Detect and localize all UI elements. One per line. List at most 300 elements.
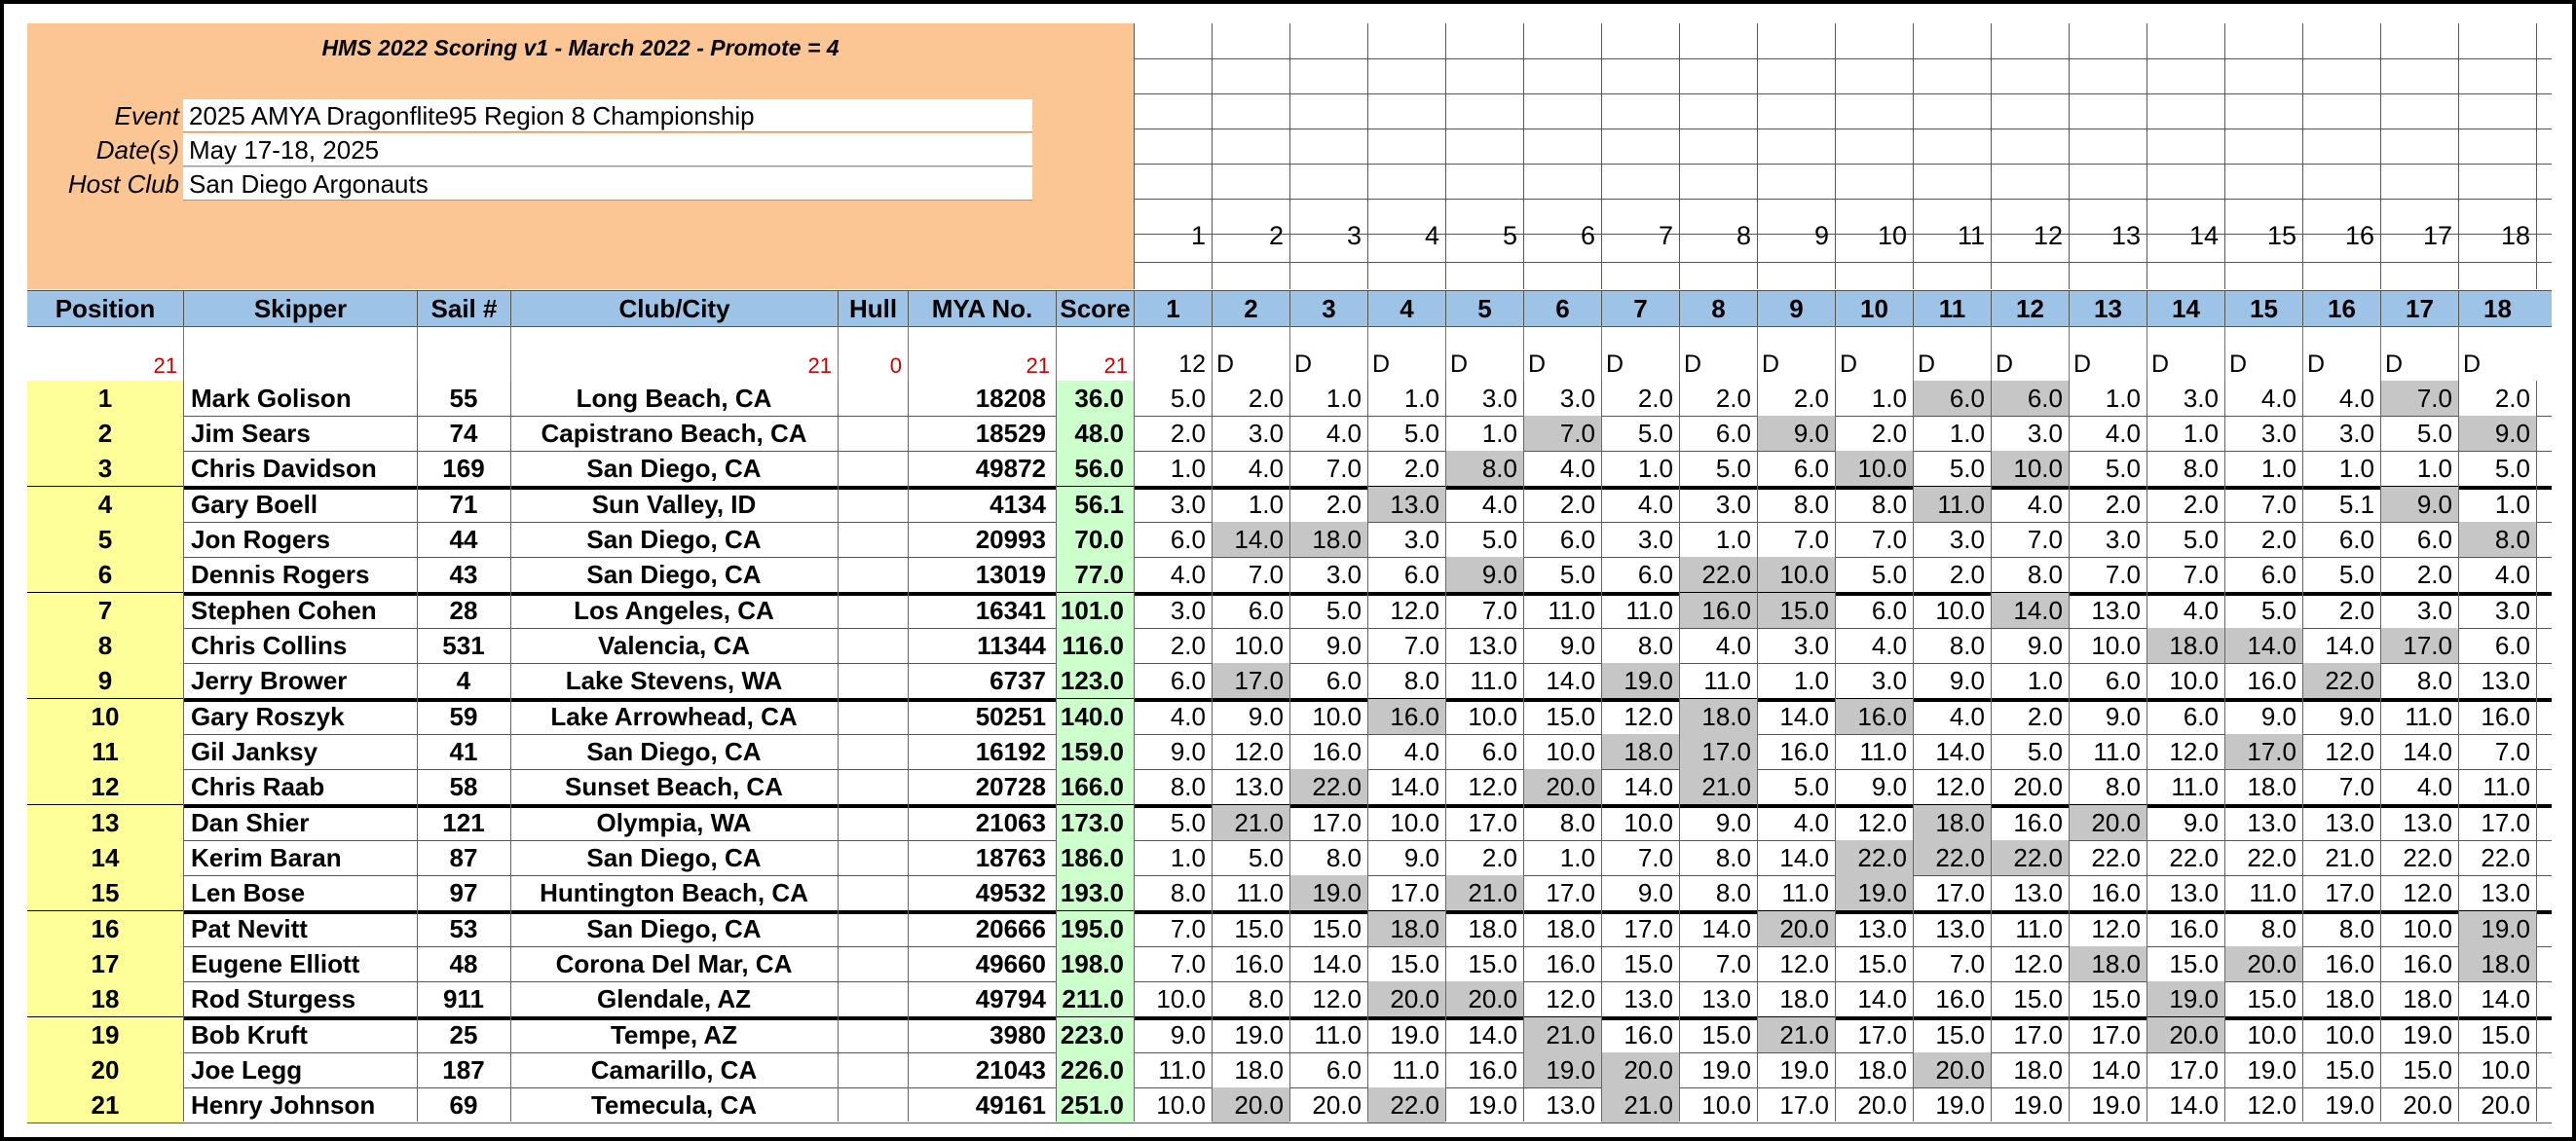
position-cell[interactable]: 16 [27, 911, 183, 946]
race-13-result-cell[interactable]: 19.0 [2091, 1090, 2141, 1120]
race-1-result-cell[interactable]: 10.0 [1156, 984, 1206, 1013]
race-2-result-cell[interactable]: 8.0 [1248, 984, 1284, 1013]
race-2-result-cell[interactable]: 18.0 [1234, 1055, 1284, 1085]
race-17-result-cell[interactable]: 13.0 [2403, 808, 2452, 837]
score-cell[interactable]: 36.0 [1056, 381, 1134, 416]
mya-cell[interactable]: 4134 [989, 490, 1046, 519]
club-cell[interactable]: San Diego, CA [586, 525, 762, 554]
mya-cell[interactable]: 49872 [975, 454, 1046, 483]
position-cell[interactable]: 20 [27, 1052, 183, 1087]
race-5-result-cell[interactable]: 18.0 [1468, 914, 1517, 943]
race-10-result-cell[interactable]: 22.0 [1835, 840, 1913, 875]
race-6-result-cell[interactable]: 17.0 [1546, 878, 1595, 907]
race-6-result-cell[interactable]: 12.0 [1546, 984, 1595, 1013]
score-cell[interactable]: 56.0 [1056, 451, 1134, 486]
race-1-result-cell[interactable]: 5.0 [1170, 384, 1206, 413]
race-8-result-cell[interactable]: 22.0 [1679, 557, 1757, 592]
race-16-result-cell[interactable]: 16.0 [2325, 949, 2374, 978]
race-4-result-cell[interactable]: 15.0 [1390, 949, 1439, 978]
race-6-result-cell[interactable]: 20.0 [1523, 769, 1601, 804]
position-cell[interactable]: 5 [27, 522, 183, 557]
race-2-result-cell[interactable]: 7.0 [1248, 560, 1284, 589]
race-16-result-cell[interactable]: 7.0 [2338, 772, 2374, 801]
skipper-cell[interactable]: Jim Sears [191, 419, 311, 448]
host-club-field[interactable]: San Diego Argonauts [183, 167, 1032, 201]
race-5-result-cell[interactable]: 8.0 [1445, 451, 1523, 486]
race-6-result-cell[interactable]: 13.0 [1546, 1090, 1595, 1120]
race-15-result-cell[interactable]: 9.0 [2260, 702, 2296, 731]
race-8-result-cell[interactable]: 16.0 [1679, 593, 1757, 628]
column-header-race-12[interactable]: 12 [1991, 291, 2069, 326]
race-4-result-cell[interactable]: 2.0 [1403, 454, 1439, 483]
mya-cell[interactable]: 18763 [975, 843, 1046, 872]
race-11-result-cell[interactable]: 14.0 [1935, 737, 1985, 766]
race-17-result-cell[interactable]: 18.0 [2403, 984, 2452, 1013]
race-13-result-cell[interactable]: 17.0 [2091, 1020, 2141, 1049]
race-6-result-cell[interactable]: 10.0 [1546, 737, 1595, 766]
skipper-cell[interactable]: Stephen Cohen [191, 596, 377, 625]
race-18-result-cell[interactable]: 4.0 [2494, 560, 2530, 589]
mya-cell[interactable]: 49794 [975, 984, 1046, 1013]
race-13-result-cell[interactable]: 5.0 [2105, 454, 2141, 483]
race-18-result-cell[interactable]: 15.0 [2481, 1020, 2530, 1049]
dates-field[interactable]: May 17-18, 2025 [183, 133, 1032, 166]
club-cell[interactable]: Corona Del Mar, CA [555, 949, 793, 978]
column-header-race-2[interactable]: 2 [1212, 291, 1289, 326]
race-17-result-cell[interactable]: 12.0 [2403, 878, 2452, 907]
race-16-result-cell[interactable]: 22.0 [2302, 663, 2380, 698]
race-2-result-cell[interactable]: 9.0 [1248, 702, 1284, 731]
race-15-result-cell[interactable]: 12.0 [2247, 1090, 2296, 1120]
column-header-race-13[interactable]: 13 [2069, 291, 2147, 326]
race-7-result-cell[interactable]: 17.0 [1624, 914, 1673, 943]
race-12-result-cell[interactable]: 6.0 [1991, 381, 2069, 416]
hull-cell[interactable] [838, 487, 908, 522]
position-cell[interactable]: 19 [27, 1017, 183, 1052]
race-1-result-cell[interactable]: 8.0 [1170, 878, 1206, 907]
race-4-result-cell[interactable]: 5.0 [1403, 419, 1439, 448]
race-7-result-cell[interactable]: 10.0 [1624, 808, 1673, 837]
skipper-cell[interactable]: Eugene Elliott [191, 949, 360, 978]
hull-cell[interactable] [838, 699, 908, 734]
race-4-result-cell[interactable]: 1.0 [1403, 384, 1439, 413]
race-16-result-cell[interactable]: 5.0 [2338, 560, 2374, 589]
race-18-result-cell[interactable]: 2.0 [2494, 384, 2530, 413]
race-1-result-cell[interactable]: 3.0 [1170, 596, 1206, 625]
race-9-result-cell[interactable]: 10.0 [1757, 557, 1835, 592]
race-2-result-cell[interactable]: 13.0 [1234, 772, 1284, 801]
race-4-result-cell[interactable]: 7.0 [1403, 631, 1439, 660]
hull-cell[interactable] [838, 911, 908, 946]
skipper-cell[interactable]: Gary Boell [191, 490, 318, 519]
hull-cell[interactable] [838, 1087, 908, 1123]
mya-cell[interactable]: 50251 [975, 702, 1046, 731]
race-4-result-cell[interactable]: 8.0 [1403, 666, 1439, 695]
race-13-result-cell[interactable]: 10.0 [2091, 631, 2141, 660]
race-17-result-cell[interactable]: 7.0 [2380, 381, 2458, 416]
race-6-result-cell[interactable]: 5.0 [1559, 560, 1595, 589]
event-field[interactable]: 2025 AMYA Dragonflite95 Region 8 Championship [183, 99, 1032, 132]
race-17-result-cell[interactable]: 15.0 [2403, 1055, 2452, 1085]
club-cell[interactable]: Olympia, WA [596, 808, 752, 837]
race-18-result-cell[interactable]: 18.0 [2458, 946, 2536, 981]
club-cell[interactable]: San Diego, CA [586, 560, 762, 589]
column-header-race-1[interactable]: 1 [1134, 291, 1212, 326]
club-cell[interactable]: San Diego, CA [586, 914, 762, 943]
race-6-result-cell[interactable]: 8.0 [1559, 808, 1595, 837]
position-cell[interactable]: 14 [27, 840, 183, 875]
sail-cell[interactable]: 59 [449, 702, 478, 731]
race-9-result-cell[interactable]: 18.0 [1779, 984, 1829, 1013]
race-4-result-cell[interactable]: 14.0 [1390, 772, 1439, 801]
race-10-result-cell[interactable]: 13.0 [1857, 914, 1907, 943]
mya-cell[interactable]: 49532 [975, 878, 1046, 907]
race-9-result-cell[interactable]: 11.0 [1781, 878, 1829, 907]
hull-cell[interactable] [838, 557, 908, 592]
race-1-result-cell[interactable]: 1.0 [1170, 454, 1206, 483]
race-11-result-cell[interactable]: 17.0 [1935, 878, 1985, 907]
position-cell[interactable]: 9 [27, 663, 183, 698]
race-12-result-cell[interactable]: 16.0 [2013, 808, 2063, 837]
race-2-result-cell[interactable]: 5.0 [1248, 843, 1284, 872]
race-3-result-cell[interactable]: 8.0 [1325, 843, 1362, 872]
race-2-result-cell[interactable]: 3.0 [1248, 419, 1284, 448]
race-15-result-cell[interactable]: 5.0 [2260, 596, 2296, 625]
mya-cell[interactable]: 20666 [975, 914, 1046, 943]
race-14-result-cell[interactable]: 22.0 [2169, 843, 2219, 872]
race-2-result-cell[interactable]: 2.0 [1248, 384, 1284, 413]
race-12-result-cell[interactable]: 12.0 [2013, 949, 2063, 978]
race-12-result-cell[interactable]: 17.0 [2013, 1020, 2063, 1049]
race-8-result-cell[interactable]: 7.0 [1715, 949, 1751, 978]
race-7-result-cell[interactable]: 20.0 [1601, 1052, 1679, 1087]
race-17-result-cell[interactable]: 11.0 [2405, 702, 2452, 731]
race-3-result-cell[interactable]: 1.0 [1325, 384, 1362, 413]
race-7-result-cell[interactable]: 15.0 [1624, 949, 1673, 978]
hull-cell[interactable] [838, 1017, 908, 1052]
race-10-result-cell[interactable]: 6.0 [1871, 596, 1907, 625]
sail-cell[interactable]: 58 [449, 772, 478, 801]
column-header-race-4[interactable]: 4 [1367, 291, 1445, 326]
score-cell[interactable]: 140.0 [1056, 699, 1134, 734]
score-cell[interactable]: 116.0 [1056, 628, 1134, 663]
race-13-result-cell[interactable]: 11.0 [2093, 737, 2141, 766]
mya-cell[interactable]: 20993 [975, 525, 1046, 554]
race-9-result-cell[interactable]: 9.0 [1757, 416, 1835, 451]
race-4-result-cell[interactable]: 9.0 [1403, 843, 1439, 872]
race-15-result-cell[interactable]: 17.0 [2224, 734, 2302, 769]
column-header-club[interactable]: Club/City [510, 291, 838, 326]
race-12-result-cell[interactable]: 19.0 [2013, 1090, 2063, 1120]
race-5-result-cell[interactable]: 9.0 [1445, 557, 1523, 592]
race-7-result-cell[interactable]: 5.0 [1637, 419, 1673, 448]
race-18-result-cell[interactable]: 17.0 [2481, 808, 2530, 837]
race-6-result-cell[interactable]: 6.0 [1559, 525, 1595, 554]
column-header-race-9[interactable]: 9 [1757, 291, 1835, 326]
race-1-result-cell[interactable]: 1.0 [1170, 843, 1206, 872]
race-3-result-cell[interactable]: 9.0 [1325, 631, 1362, 660]
race-13-result-cell[interactable]: 2.0 [2105, 490, 2141, 519]
race-10-result-cell[interactable]: 12.0 [1857, 808, 1907, 837]
club-cell[interactable]: Glendale, AZ [597, 984, 751, 1013]
race-16-result-cell[interactable]: 18.0 [2325, 984, 2374, 1013]
race-15-result-cell[interactable]: 16.0 [2247, 666, 2296, 695]
race-13-result-cell[interactable]: 8.0 [2105, 772, 2141, 801]
race-12-result-cell[interactable]: 2.0 [2027, 702, 2063, 731]
skipper-cell[interactable]: Rod Sturgess [191, 984, 356, 1013]
score-cell[interactable]: 193.0 [1056, 875, 1134, 910]
score-cell[interactable]: 198.0 [1056, 946, 1134, 981]
race-17-result-cell[interactable]: 6.0 [2416, 525, 2452, 554]
race-15-result-cell[interactable]: 1.0 [2260, 454, 2296, 483]
race-18-result-cell[interactable]: 9.0 [2458, 416, 2536, 451]
club-cell[interactable]: Lake Arrowhead, CA [550, 702, 798, 731]
club-cell[interactable]: Tempe, AZ [610, 1020, 737, 1049]
race-6-result-cell[interactable]: 14.0 [1546, 666, 1595, 695]
race-3-result-cell[interactable]: 20.0 [1312, 1090, 1362, 1120]
race-8-result-cell[interactable]: 8.0 [1715, 843, 1751, 872]
club-cell[interactable]: Camarillo, CA [590, 1055, 758, 1085]
race-11-result-cell[interactable]: 19.0 [1935, 1090, 1985, 1120]
race-13-result-cell[interactable]: 9.0 [2105, 702, 2141, 731]
race-17-result-cell[interactable]: 17.0 [2380, 628, 2458, 663]
race-11-result-cell[interactable]: 16.0 [1935, 984, 1985, 1013]
race-17-result-cell[interactable]: 4.0 [2416, 772, 2452, 801]
race-9-result-cell[interactable]: 1.0 [1793, 666, 1829, 695]
column-header-race-11[interactable]: 11 [1913, 291, 1991, 326]
hull-cell[interactable] [838, 451, 908, 486]
race-4-result-cell[interactable]: 11.0 [1392, 1055, 1439, 1085]
sail-cell[interactable]: 4 [456, 666, 471, 695]
mya-cell[interactable]: 49660 [975, 949, 1046, 978]
race-8-result-cell[interactable]: 14.0 [1701, 914, 1751, 943]
race-18-result-cell[interactable]: 6.0 [2494, 631, 2530, 660]
club-cell[interactable]: San Diego, CA [586, 454, 762, 483]
race-15-result-cell[interactable]: 14.0 [2224, 628, 2302, 663]
race-15-result-cell[interactable]: 7.0 [2260, 490, 2296, 519]
race-16-result-cell[interactable]: 13.0 [2325, 808, 2374, 837]
race-9-result-cell[interactable]: 14.0 [1779, 702, 1829, 731]
sail-cell[interactable]: 48 [449, 949, 478, 978]
race-5-result-cell[interactable]: 11.0 [1470, 666, 1517, 695]
hull-cell[interactable] [838, 628, 908, 663]
race-8-result-cell[interactable]: 3.0 [1715, 490, 1751, 519]
race-11-result-cell[interactable]: 9.0 [1949, 666, 1985, 695]
sail-cell[interactable]: 44 [449, 525, 478, 554]
position-cell[interactable]: 13 [27, 805, 183, 840]
race-9-result-cell[interactable]: 8.0 [1793, 490, 1829, 519]
race-9-result-cell[interactable]: 5.0 [1793, 772, 1829, 801]
hull-cell[interactable] [838, 769, 908, 804]
race-7-result-cell[interactable]: 14.0 [1624, 772, 1673, 801]
position-cell[interactable]: 2 [27, 416, 183, 451]
race-5-result-cell[interactable]: 4.0 [1481, 490, 1517, 519]
race-8-result-cell[interactable]: 21.0 [1679, 769, 1757, 804]
column-header-race-6[interactable]: 6 [1523, 291, 1601, 326]
column-header-hull[interactable]: Hull [838, 291, 908, 326]
race-3-result-cell[interactable]: 22.0 [1289, 769, 1367, 804]
race-6-result-cell[interactable]: 21.0 [1523, 1017, 1601, 1052]
race-10-result-cell[interactable]: 1.0 [1871, 384, 1907, 413]
race-4-result-cell[interactable]: 6.0 [1403, 560, 1439, 589]
hull-cell[interactable] [838, 663, 908, 698]
race-5-result-cell[interactable]: 6.0 [1481, 737, 1517, 766]
race-1-result-cell[interactable]: 4.0 [1170, 560, 1206, 589]
hull-cell[interactable] [838, 840, 908, 875]
race-14-result-cell[interactable]: 6.0 [2183, 702, 2219, 731]
race-10-result-cell[interactable]: 11.0 [1859, 737, 1907, 766]
race-15-result-cell[interactable]: 15.0 [2247, 984, 2296, 1013]
race-11-result-cell[interactable]: 12.0 [1935, 772, 1985, 801]
race-3-result-cell[interactable]: 6.0 [1325, 1055, 1362, 1085]
skipper-cell[interactable]: Dan Shier [191, 808, 310, 837]
sail-cell[interactable]: 531 [442, 631, 485, 660]
race-5-result-cell[interactable]: 21.0 [1445, 875, 1523, 910]
mya-cell[interactable]: 13019 [975, 560, 1046, 589]
race-8-result-cell[interactable]: 10.0 [1701, 1090, 1751, 1120]
score-cell[interactable]: 70.0 [1056, 522, 1134, 557]
race-4-result-cell[interactable]: 16.0 [1367, 699, 1445, 734]
race-18-result-cell[interactable]: 5.0 [2494, 454, 2530, 483]
club-cell[interactable]: Sun Valley, ID [591, 490, 757, 519]
mya-cell[interactable]: 11344 [977, 631, 1046, 660]
race-13-result-cell[interactable]: 15.0 [2091, 984, 2141, 1013]
race-7-result-cell[interactable]: 4.0 [1637, 490, 1673, 519]
race-1-result-cell[interactable]: 9.0 [1170, 1020, 1206, 1049]
race-5-result-cell[interactable]: 5.0 [1481, 525, 1517, 554]
race-11-result-cell[interactable]: 7.0 [1949, 949, 1985, 978]
race-5-result-cell[interactable]: 2.0 [1481, 843, 1517, 872]
sail-cell[interactable]: 187 [442, 1055, 485, 1085]
race-16-result-cell[interactable]: 5.1 [2338, 490, 2374, 519]
skipper-cell[interactable]: Joe Legg [191, 1055, 303, 1085]
race-13-result-cell[interactable]: 14.0 [2091, 1055, 2141, 1085]
race-12-result-cell[interactable]: 15.0 [2013, 984, 2063, 1013]
race-13-result-cell[interactable]: 20.0 [2069, 805, 2147, 840]
race-9-result-cell[interactable]: 16.0 [1779, 737, 1829, 766]
race-4-result-cell[interactable]: 12.0 [1390, 596, 1439, 625]
race-9-result-cell[interactable]: 7.0 [1793, 525, 1829, 554]
race-11-result-cell[interactable]: 6.0 [1913, 381, 1991, 416]
race-16-result-cell[interactable]: 15.0 [2325, 1055, 2374, 1085]
column-header-position[interactable]: Position [55, 294, 156, 323]
score-cell[interactable]: 101.0 [1056, 593, 1134, 628]
race-9-result-cell[interactable]: 19.0 [1779, 1055, 1829, 1085]
position-cell[interactable]: 17 [27, 946, 183, 981]
race-16-result-cell[interactable]: 8.0 [2338, 914, 2374, 943]
race-5-result-cell[interactable]: 15.0 [1468, 949, 1517, 978]
race-8-result-cell[interactable]: 13.0 [1701, 984, 1751, 1013]
skipper-cell[interactable]: Len Bose [191, 878, 306, 907]
position-cell[interactable]: 12 [27, 769, 183, 804]
race-10-result-cell[interactable]: 2.0 [1871, 419, 1907, 448]
position-cell[interactable]: 18 [27, 981, 183, 1016]
column-header-race-16[interactable]: 16 [2302, 291, 2380, 326]
sail-cell[interactable]: 28 [449, 596, 478, 625]
race-7-result-cell[interactable]: 1.0 [1637, 454, 1673, 483]
race-7-result-cell[interactable]: 16.0 [1624, 1020, 1673, 1049]
skipper-cell[interactable]: Gary Roszyk [191, 702, 345, 731]
race-18-result-cell[interactable]: 19.0 [2458, 911, 2536, 946]
race-9-result-cell[interactable]: 20.0 [1757, 911, 1835, 946]
sail-cell[interactable]: 121 [442, 808, 485, 837]
race-2-result-cell[interactable]: 15.0 [1234, 914, 1284, 943]
race-18-result-cell[interactable]: 10.0 [2481, 1055, 2530, 1085]
column-header-skipper[interactable]: Skipper [183, 291, 417, 326]
race-13-result-cell[interactable]: 18.0 [2069, 946, 2147, 981]
hull-cell[interactable] [838, 1052, 908, 1087]
club-cell[interactable]: Long Beach, CA [576, 384, 772, 413]
skipper-cell[interactable]: Chris Davidson [191, 454, 377, 483]
race-7-result-cell[interactable]: 18.0 [1601, 734, 1679, 769]
race-1-result-cell[interactable]: 11.0 [1158, 1055, 1206, 1085]
race-7-result-cell[interactable]: 11.0 [1625, 596, 1673, 625]
race-13-result-cell[interactable]: 12.0 [2091, 914, 2141, 943]
sail-cell[interactable]: 55 [449, 384, 478, 413]
sail-cell[interactable]: 69 [449, 1090, 478, 1120]
race-7-result-cell[interactable]: 6.0 [1637, 560, 1673, 589]
race-7-result-cell[interactable]: 8.0 [1637, 631, 1673, 660]
hull-cell[interactable] [838, 805, 908, 840]
sail-cell[interactable]: 97 [449, 878, 478, 907]
race-2-result-cell[interactable]: 6.0 [1248, 596, 1284, 625]
score-cell[interactable]: 251.0 [1056, 1087, 1134, 1123]
club-cell[interactable]: Sunset Beach, CA [565, 772, 783, 801]
race-2-result-cell[interactable]: 16.0 [1234, 949, 1284, 978]
race-16-result-cell[interactable]: 3.0 [2338, 419, 2374, 448]
race-10-result-cell[interactable]: 15.0 [1857, 949, 1907, 978]
race-8-result-cell[interactable]: 9.0 [1715, 808, 1751, 837]
sail-cell[interactable]: 25 [449, 1020, 478, 1049]
race-12-result-cell[interactable]: 11.0 [2015, 914, 2063, 943]
race-11-result-cell[interactable]: 18.0 [1913, 805, 1991, 840]
race-7-result-cell[interactable]: 19.0 [1601, 663, 1679, 698]
race-8-result-cell[interactable]: 18.0 [1679, 699, 1757, 734]
race-10-result-cell[interactable]: 17.0 [1857, 1020, 1907, 1049]
race-15-result-cell[interactable]: 8.0 [2260, 914, 2296, 943]
race-14-result-cell[interactable]: 12.0 [2169, 737, 2219, 766]
race-17-result-cell[interactable]: 3.0 [2416, 596, 2452, 625]
race-12-result-cell[interactable]: 18.0 [2013, 1055, 2063, 1085]
skipper-cell[interactable]: Pat Nevitt [191, 914, 308, 943]
race-11-result-cell[interactable]: 3.0 [1949, 525, 1985, 554]
race-14-result-cell[interactable]: 3.0 [2183, 384, 2219, 413]
race-14-result-cell[interactable]: 14.0 [2169, 1090, 2219, 1120]
sail-cell[interactable]: 169 [442, 454, 485, 483]
mya-cell[interactable]: 49161 [975, 1090, 1046, 1120]
race-10-result-cell[interactable]: 3.0 [1871, 666, 1907, 695]
club-cell[interactable]: San Diego, CA [586, 843, 762, 872]
race-6-result-cell[interactable]: 11.0 [1548, 596, 1595, 625]
race-10-result-cell[interactable]: 14.0 [1857, 984, 1907, 1013]
race-10-result-cell[interactable]: 7.0 [1871, 525, 1907, 554]
race-18-result-cell[interactable]: 13.0 [2481, 666, 2530, 695]
sail-cell[interactable]: 43 [449, 560, 478, 589]
race-16-result-cell[interactable]: 9.0 [2338, 702, 2374, 731]
race-5-result-cell[interactable]: 12.0 [1468, 772, 1517, 801]
race-12-result-cell[interactable]: 20.0 [2013, 772, 2063, 801]
race-15-result-cell[interactable]: 18.0 [2247, 772, 2296, 801]
race-5-result-cell[interactable]: 1.0 [1481, 419, 1517, 448]
race-17-result-cell[interactable]: 16.0 [2403, 949, 2452, 978]
race-13-result-cell[interactable]: 16.0 [2091, 878, 2141, 907]
hull-cell[interactable] [838, 593, 908, 628]
race-1-result-cell[interactable]: 9.0 [1170, 737, 1206, 766]
skipper-cell[interactable]: Chris Raab [191, 772, 325, 801]
race-17-result-cell[interactable]: 20.0 [2403, 1090, 2452, 1120]
race-12-result-cell[interactable]: 1.0 [2027, 666, 2063, 695]
race-6-result-cell[interactable]: 9.0 [1559, 631, 1595, 660]
